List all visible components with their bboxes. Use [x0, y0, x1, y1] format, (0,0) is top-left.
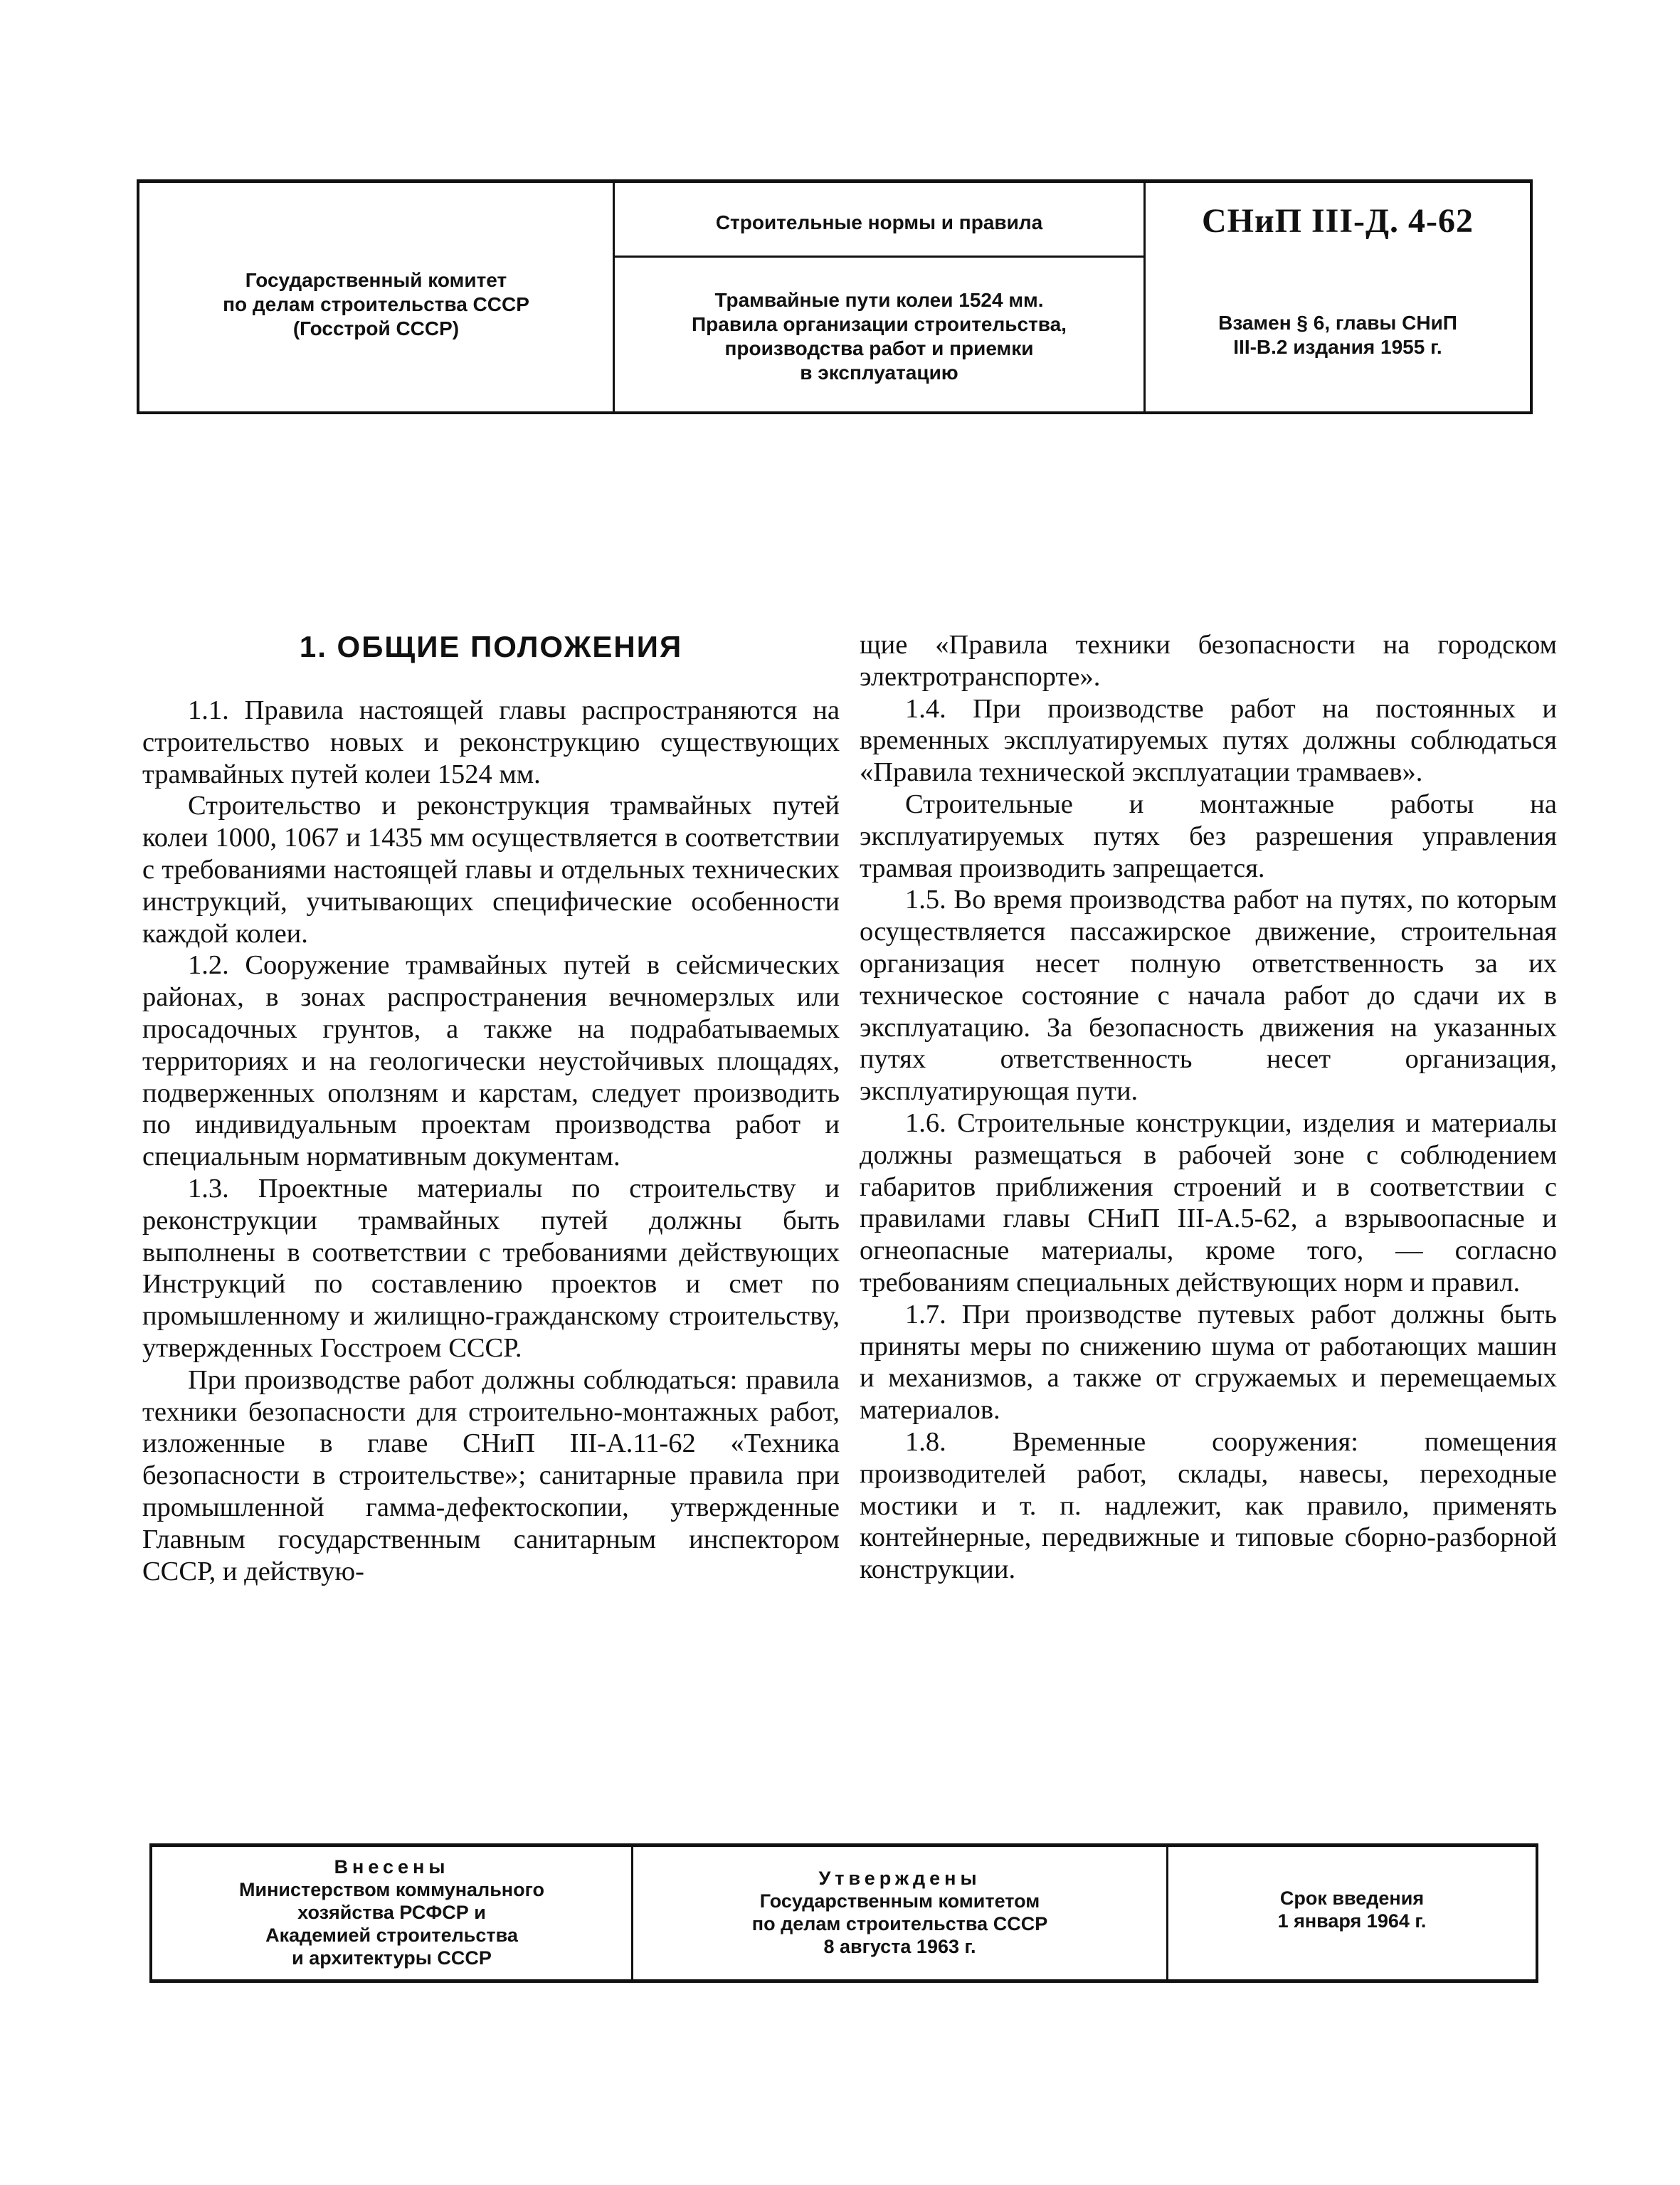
approved-line: 8 августа 1963 г.	[823, 1936, 976, 1957]
effective-line: Срок введения	[1279, 1887, 1425, 1909]
document-footer	[149, 1843, 1538, 1983]
document-header	[137, 179, 1533, 414]
document-title	[615, 288, 1143, 385]
paragraph: Строительные и монтажные работы на эксплуатируемых путях без разрешения управления трамвая производить запрещается.	[860, 789, 1557, 883]
header-divider	[615, 256, 1146, 258]
title-line: производства работ и приемки	[724, 337, 1034, 359]
replaces-note	[1146, 311, 1530, 359]
replaces-line: Взамен § 6, главы СНиП	[1218, 312, 1457, 334]
paragraph: 1.4. При производстве работ на постоянных и временных эксплуатируемых путях должны соблюдаться «Правила технической эксплуатации трамваев».	[860, 693, 1557, 788]
paragraph: 1.6. Строительные конструкции, изделия и материалы должны размещаться в рабочей зоне с соблюдением габаритов приближения строений и в соответствии с правилами главы СНиП III-А.5-62, а взрывоопасные и огнеопасные материалы, кроме того, — согласно требованиям специальных действующих норм и правил.	[860, 1107, 1557, 1297]
paragraph: Строительство и реконструкция трамвайных путей колеи 1000, 1067 и 1435 мм осуществляется в соответствии с требованиями настоящей главы и отдельных технических инструкций, учитывающих специфические особенности каждой колеи.	[142, 791, 840, 949]
issuer-line: по делам строительства СССР	[223, 293, 529, 315]
document-kind: Строительные нормы и правила	[715, 211, 1043, 233]
approved-line: Государственным комитетом	[759, 1890, 1040, 1912]
section-title: 1. ОБЩИЕ ПОЛОЖЕНИЯ	[299, 630, 683, 663]
replaces-line: III-В.2 издания 1955 г.	[1233, 336, 1442, 358]
submitted-heading: Внесены	[334, 1856, 450, 1878]
paragraph: 1.8. Временные сооружения: помещения производителей работ, склады, навесы, переходные мостики и т. п. надлежит, как правило, применять контейнерные, передвижные и типовые сборно-разборной конструкции.	[860, 1426, 1557, 1585]
submitted-line: Министерством коммунального	[239, 1879, 544, 1900]
submitted-cell	[152, 1847, 633, 1979]
submitted-line: и архитектуры СССР	[292, 1947, 492, 1969]
paragraph: 1.3. Проектные материалы по строительству и реконструкции трамвайных путей должны быть выполнены в соответствии с требованиями действующих Инструкций по составлению проектов и смет по промышленному и жилищно-гражданскому строительству, утвержденных Госстроем СССР.	[142, 1173, 840, 1363]
issuer-line: Государственный комитет	[245, 269, 507, 291]
paragraph: щие «Правила техники безопасности на городском электротранспорте».	[860, 630, 1557, 692]
code-cell	[1146, 183, 1530, 411]
paragraph: 1.2. Сооружение трамвайных путей в сейсмических районах, в зонах распространения вечномерзлых или просадочных грунтов, а также на подрабатываемых территориях и на геологически неустойчивых площадях, подверженных оползням и карстам, следует производить по индивидуальным проектам производства работ и специальным нормативным документам.	[142, 950, 840, 1172]
approved-heading: Утверждены	[818, 1868, 981, 1889]
document-code: СНиП III-Д. 4-62	[1201, 202, 1474, 240]
issuer	[139, 268, 613, 341]
issuer-line: (Госстрой СССР)	[292, 317, 460, 339]
submitted-line: хозяйства РСФСР и	[297, 1902, 486, 1923]
title-line: Трамвайные пути колеи 1524 мм.	[714, 289, 1044, 311]
approved-cell	[633, 1847, 1168, 1979]
text-column-right	[860, 629, 1557, 1586]
approved-line: по делам строительства СССР	[751, 1913, 1048, 1934]
title-line: Правила организации строительства,	[692, 313, 1067, 335]
effective-date-cell	[1168, 1847, 1536, 1979]
text-column-left	[142, 629, 840, 1587]
paragraph: 1.7. При производстве путевых работ должны быть приняты меры по снижению шума от работающих машин и механизмов, а также от сгружаемых и перемещаемых материалов.	[860, 1299, 1557, 1426]
title-line: в эксплуатацию	[800, 362, 958, 384]
title-cell	[615, 183, 1146, 411]
issuer-cell	[139, 183, 615, 411]
submitted-line: Академией строительства	[265, 1925, 518, 1946]
paragraph: 1.1. Правила настоящей главы распространяются на строительство новых и реконструкцию существующих трамвайных путей колеи 1524 мм.	[142, 695, 840, 789]
paragraph: 1.5. Во время производства работ на путях, по которым осуществляется пассажирское движение, строительная организация несет полную ответственность за их техническое состояние с начала работ до сдачи их в эксплуатацию. За безопасность движения на указанных путях ответственность несет организация, эксплуатирующая пути.	[860, 885, 1557, 1107]
effective-line: 1 января 1964 г.	[1277, 1910, 1427, 1932]
paragraph: При производстве работ должны соблюдаться: правила техники безопасности для строительно-монтажных работ, изложенные в главе СНиП III-А.11-62 «Техника безопасности в строительстве»; санитарные правила при промышленной гамма-дефектоскопии, утвержденные Главным государственным санитарным инспектором СССР, и действую-	[142, 1364, 840, 1586]
